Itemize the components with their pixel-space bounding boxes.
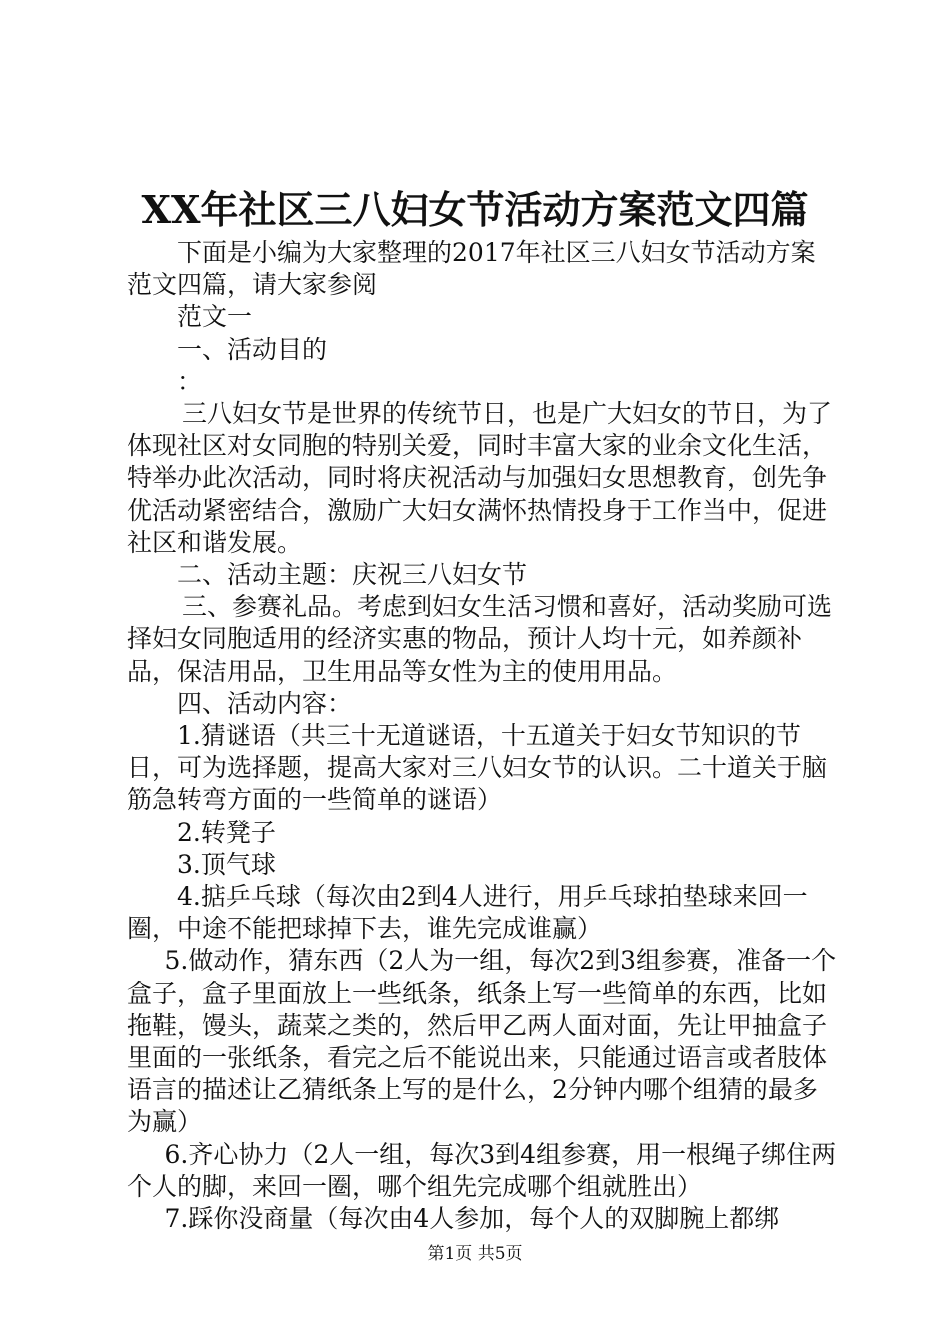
paragraph-purpose: 三八妇女节是世界的传统节日，也是广大妇女的节日，为了体现社区对女同胞的特别关爱，同时丰富大家的业余文化生活，特举办此次活动，同时将庆祝活动与加强妇女思想教育，创先争优活动紧密结合，激励广大妇女满怀热情投身于工作当中，促进社区和谐发展。 [127, 399, 833, 557]
heading-purpose: 一、活动目的 [177, 334, 328, 364]
heading-content: 四、活动内容： [177, 688, 353, 718]
page-number: 第1页 共5页 [427, 1244, 523, 1264]
paragraph-prizes: 三、参赛礼品。考虑到妇女生活习惯和喜好，活动奖励可选择妇女同胞适用的经济实惠的物品，预计人均十元，如养颜补品，保洁用品，卫生用品等女性为主的使用用品。 [127, 592, 833, 686]
section-label: 范文一 [177, 302, 253, 332]
document-title: XX年社区三八妇女节活动方案范文四篇 [141, 187, 809, 232]
list-item: 5.做动作，猜东西（2人为一组，每次2到3组参赛，准备一个盒子，盒子里面放上一些纸条，纸条上写一些简单的东西，比如拖鞋，馒头，蔬菜之类的，然后甲乙两人面对面，先让甲抽盒子里面的一张纸条，看完之后不能说出来，只能通过语言或者肢体语言的描述让乙猜纸条上写的是什么，2分钟内哪个组猜的最多为赢） [127, 946, 837, 1137]
colon-line: ： [177, 366, 203, 396]
paragraph-intro: 下面是小编为大家整理的2017年社区三八妇女节活动方案范文四篇，请大家参阅 [127, 238, 816, 300]
list-item: 2.转凳子 [177, 817, 276, 847]
list-item: 6.齐心协力（2人一组，每次3到4组参赛，用一根绳子绑住两个人的脚，来回一圈，哪个组先完成哪个组就胜出） [127, 1139, 837, 1201]
list-item: 4.掂乒乓球（每次由2到4人进行，用乒乓球拍垫球来回一圈，中途不能把球掉下去，谁先完成谁赢） [127, 882, 808, 944]
list-item: 3.顶气球 [177, 849, 276, 879]
document-body [127, 237, 837, 1235]
list-item: 1.猜谜语（共三十无道谜语，十五道关于妇女节知识的节日，可为选择题，提高大家对三八妇女节的认识。二十道关于脑筋急转弯方面的一些简单的谜语） [127, 721, 828, 815]
heading-theme: 二、活动主题：庆祝三八妇女节 [177, 560, 528, 590]
list-item: 7.踩你没商量（每次由4人参加，每个人的双脚腕上都绑 [164, 1204, 780, 1234]
